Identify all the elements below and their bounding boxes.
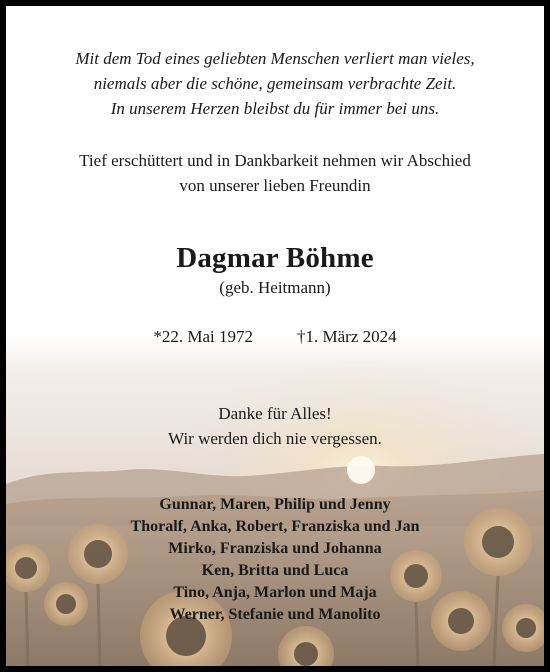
obituary-content xyxy=(6,6,544,666)
quote-line: niemals aber die schöne, gemeinsam verbrachte Zeit. xyxy=(93,74,457,93)
deceased-name: Dagmar Böhme xyxy=(176,242,374,274)
birth-date: *22. Mai 1972 xyxy=(153,327,253,346)
mourners-line: Werner, Stefanie und Manolito xyxy=(169,606,381,623)
farewell-intro xyxy=(6,148,544,198)
death-date: †1. März 2024 xyxy=(297,327,397,346)
thanks-line: Wir werden dich nie vergessen. xyxy=(168,429,382,448)
mourners-line: Tino, Anja, Marlon und Maja xyxy=(173,584,377,601)
birth-name: (geb. Heitmann) xyxy=(219,278,331,297)
life-dates xyxy=(6,327,544,347)
quote-line: In unserem Herzen bleibst du für immer bei uns. xyxy=(110,99,440,118)
mourners-line: Thoralf, Anka, Robert, Franziska und Jan xyxy=(130,518,420,535)
intro-line: von unserer lieben Freundin xyxy=(179,176,371,195)
thanks-line: Danke für Alles! xyxy=(218,404,332,423)
mourners-line: Ken, Britta und Luca xyxy=(201,562,349,579)
intro-line: Tief erschüttert und in Dankbarkeit nehmen wir Abschied xyxy=(79,151,471,170)
memorial-quote xyxy=(6,46,544,121)
mourners-line: Gunnar, Maren, Philip und Jenny xyxy=(159,496,391,513)
mourners-line: Mirko, Franziska und Johanna xyxy=(168,540,382,557)
thanks-message xyxy=(6,401,544,451)
mourners-list xyxy=(6,494,544,626)
quote-line: Mit dem Tod eines geliebten Menschen verliert man vieles, xyxy=(75,49,475,68)
